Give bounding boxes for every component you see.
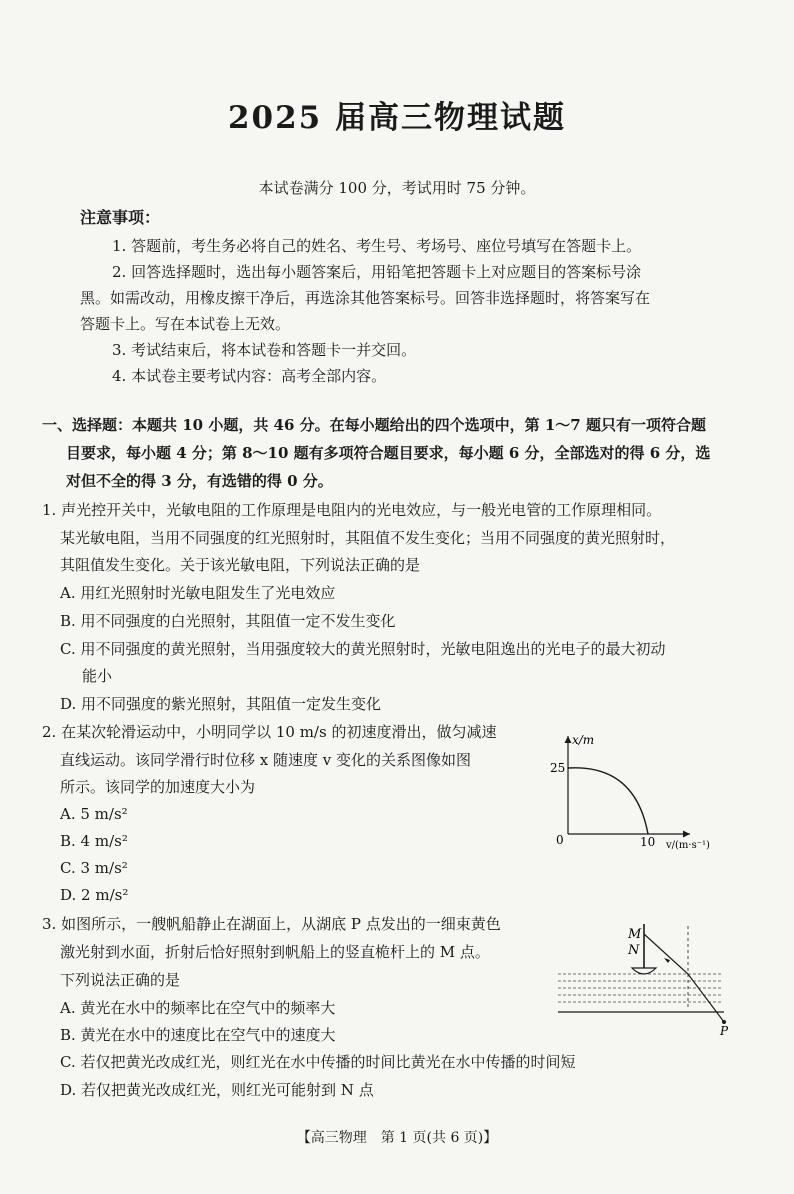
question-1-option-c: C. 用不同强度的黄光照射，当用强度较大的黄光照射时，光敏电阻逸出的光电子的最大初动 — [60, 640, 666, 658]
laser-ray — [644, 934, 724, 1022]
section-instructions: 对但不全的得 3 分，有选错的得 0 分。 — [66, 472, 333, 490]
notice-line: 3. 考试结束后，将本试卷和答题卡一并交回。 — [112, 341, 417, 359]
ray-arrow — [664, 958, 670, 963]
question-3-stem: 激光射到水面，折射后恰好照射到帆船上的竖直桅杆上的 M 点。 — [60, 943, 490, 961]
boat-hull — [632, 968, 656, 974]
label-m: M — [628, 927, 642, 942]
page-footer: 【高三物理 第 1 页(共 6 页)】 — [296, 1130, 498, 1146]
notice-line: 2. 回答选择题时，选出每小题答案后，用铅笔把答题卡上对应题目的答案标号涂 — [112, 263, 642, 281]
question-3-option-a: A. 黄光在水中的频率比在空气中的频率大 — [60, 999, 336, 1017]
question-1-option-b: B. 用不同强度的白光照射，其阻值一定不发生变化 — [60, 612, 396, 630]
question-2-option-c: C. 3 m/s² — [60, 859, 128, 877]
notice-line: 黑。如需改动，用橡皮擦干净后，再选涂其他答案标号。回答非选择题时，将答案写在 — [80, 289, 651, 307]
question-2-stem: 直线运动。该同学滑行时位移 x 随速度 v 变化的关系图像如图 — [60, 751, 472, 769]
question-2-option-b: B. 4 m/s² — [60, 832, 128, 850]
question-3-option-c: C. 若仅把黄光改成红光，则红光在水中传播的时间比黄光在水中传播的时间短 — [60, 1053, 576, 1071]
question-3-option-b: B. 黄光在水中的速度比在空气中的速度大 — [60, 1026, 336, 1044]
notice-heading: 注意事项： — [80, 208, 161, 227]
question-1-stem: 某光敏电阻，当用不同强度的红光照射时，其阻值不发生变化；当用不同强度的黄光照射时， — [60, 529, 676, 547]
x-v-graph-x-tick: 10 — [640, 835, 656, 849]
x-v-graph-y-tick: 25 — [550, 761, 566, 775]
notice-line: 1. 答题前，考生务必将自己的姓名、考生号、考场号、座位号填写在答题卡上。 — [112, 237, 642, 255]
x-v-graph-figure — [540, 728, 740, 858]
question-3-option-d: D. 若仅把黄光改成红光，则红光可能射到 N 点 — [60, 1081, 374, 1099]
section-instructions: 一、选择题：本题共 10 小题，共 46 分。在每小题给出的四个选项中，第 1～7 题只有一项符合题 — [42, 416, 706, 434]
notice-line: 答题卡上。写在本试卷上无效。 — [80, 315, 291, 333]
exam-info: 本试卷满分 100 分，考试用时 75 分钟。 — [258, 179, 536, 197]
question-1-option-a: A. 用红光照射时光敏电阻发生了光电效应 — [60, 584, 336, 602]
question-1-stem: 其阻值发生变化。关于该光敏电阻，下列说法正确的是 — [60, 556, 421, 574]
question-3-stem: 3. 如图所示，一艘帆船静止在湖面上，从湖底 P 点发出的一细束黄色 — [42, 915, 501, 933]
label-p: P — [720, 1024, 729, 1036]
question-1-stem: 1. 声光控开关中，光敏电阻的工作原理是电阻内的光电效应，与一般光电管的工作原理相同。 — [42, 501, 662, 519]
sailboat-figure — [552, 912, 740, 1036]
question-2-option-d: D. 2 m/s² — [60, 886, 129, 904]
label-n: N — [628, 943, 640, 958]
x-v-graph-origin: 0 — [556, 833, 564, 847]
x-v-graph-y-label: x/m — [572, 733, 595, 747]
question-2-stem: 2. 在某次轮滑运动中，小明同学以 10 m/s 的初速度滑出，做匀减速 — [42, 723, 497, 741]
question-1-option-d: D. 用不同强度的紫光照射，其阻值一定发生变化 — [60, 695, 382, 713]
question-3-stem: 下列说法正确的是 — [60, 971, 181, 989]
question-2-stem: 所示。该同学的加速度大小为 — [60, 778, 256, 796]
question-2-option-a: A. 5 m/s² — [60, 805, 128, 823]
page-title: 2025 届高三物理试题 — [227, 100, 567, 136]
water-lines — [558, 974, 722, 1002]
notice-line: 4. 本试卷主要考试内容：高考全部内容。 — [112, 367, 387, 385]
x-v-graph-x-label: v/(m·s⁻¹) — [666, 840, 710, 851]
x-v-curve — [568, 768, 648, 834]
section-instructions: 目要求，每小题 4 分；第 8～10 题有多项符合题目要求，每小题 6 分，全部选对的得 6 分，选 — [66, 444, 711, 462]
question-1-option-c: 能小 — [82, 667, 113, 685]
